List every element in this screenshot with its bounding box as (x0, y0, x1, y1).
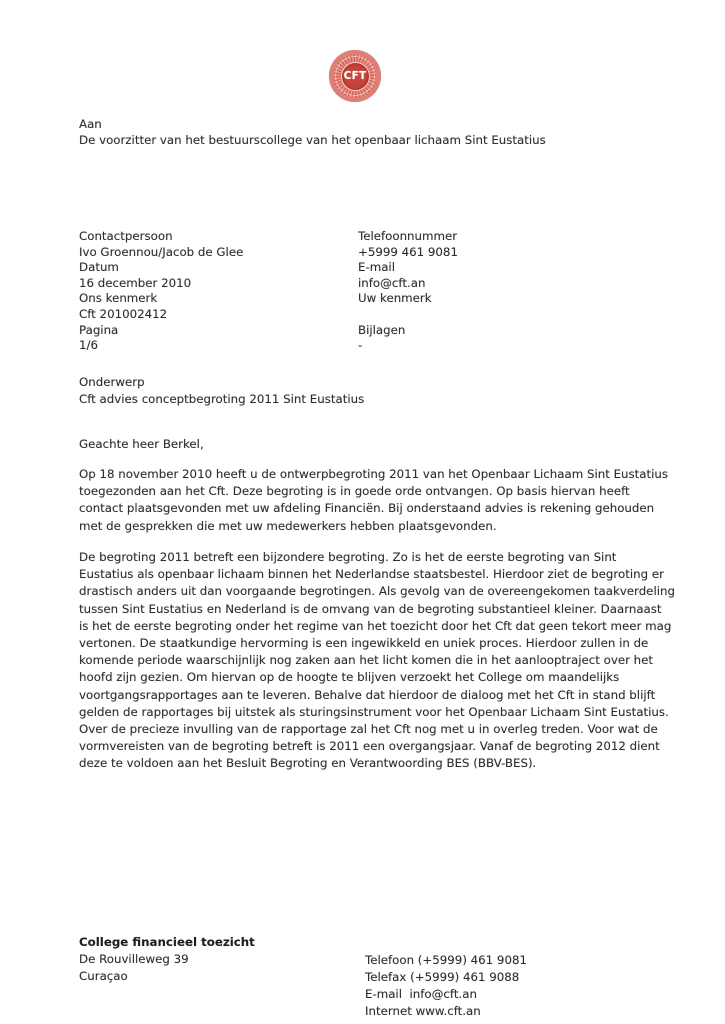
text-line: De begroting 2011 betreft een bijzondere begroting. Zo is het de eerste begroting van Sint (79, 550, 617, 564)
text-line: is het de eerste begroting onder het regime van het toezicht door het Cft dat geen tekort meer mag (79, 618, 672, 633)
meta-left-column (79, 229, 243, 354)
text-line: Telefax (+5999) 461 9088 (365, 970, 520, 984)
recipient-line: De voorzitter van het bestuurscollege van het openbaar lichaam Sint Eustatius (79, 133, 546, 147)
salutation: Geachte heer Berkel, (79, 437, 204, 451)
subject-label: Onderwerp (79, 375, 145, 389)
text-line: hoofd zijn gezien. Om hiervan op de hoogte te blijven verzoekt het College om maandelijks (79, 670, 620, 685)
meta-value-bijlagen: - (358, 338, 363, 353)
meta-label-contactpersoon: Contactpersoon (79, 229, 173, 243)
text-line: De Rouvilleweg 39 (79, 952, 189, 966)
text-line: Telefoon (+5999) 461 9081 (365, 953, 527, 967)
text-line: tussen Sint Eustatius en Nederland is de omvang van de begroting substantieel kleiner. Daarnaast (79, 601, 662, 616)
recipient-label: Aan (79, 117, 102, 131)
text-line: voortgangsrapportages aan te leveren. Behalve dat hierdoor de dialoog met het Cft in stand blijft (79, 687, 656, 702)
meta-value-pagina: 1/6 (79, 338, 98, 353)
text-line: Curaçao (79, 969, 128, 983)
logo-center-disc (342, 63, 369, 90)
meta-value-contactpersoon: Ivo Groennou/Jacob de Glee (79, 244, 244, 259)
meta-right-column (358, 229, 458, 354)
meta-label-ons-kenmerk: Ons kenmerk (79, 291, 158, 306)
text-line: Op 18 november 2010 heeft u de ontwerpbegroting 2011 van het Openbaar Lichaam Sint Eustatius (79, 467, 669, 481)
text-line: vormvereisten van de begroting betreft is 2011 een overgangsjaar. Vanaf de begroting 2012 dient (79, 739, 660, 754)
meta-label-uw-kenmerk: Uw kenmerk (358, 291, 432, 306)
meta-value-telefoonnummer: +5999 461 9081 (358, 244, 458, 259)
body-paragraph-1 (79, 466, 668, 535)
text-line: contact plaatsgevonden met uw afdeling Financiën. Bij onderstaand advies is rekening gehouden (79, 501, 655, 516)
meta-label-datum: Datum (79, 260, 119, 275)
text-line: met de gesprekken die met uw medewerkers hebben plaatsgevonden. (79, 518, 497, 533)
meta-value-email: info@cft.an (358, 275, 426, 290)
text-line: Internet www.cft.an (365, 1004, 481, 1018)
text-line: toegezonden aan het Cft. Deze begroting is in goede orde ontvangen. Op basis hiervan heeft (79, 484, 630, 499)
meta-label-email: E-mail (358, 260, 395, 275)
meta-label-pagina: Pagina (79, 322, 119, 337)
text-line: deze te voldoen aan het Besluit Begroting en Verantwoording BES (BBV-BES). (79, 756, 537, 771)
footer-address (79, 951, 255, 985)
subject-block (79, 374, 364, 408)
footer-organization-name: College financieel toezicht (79, 935, 255, 949)
meta-value-uw-kenmerk (358, 307, 458, 323)
subject-value: Cft advies conceptbegroting 2011 Sint Eustatius (79, 392, 365, 406)
meta-value-datum: 16 december 2010 (79, 275, 192, 290)
cft-seal-logo (329, 50, 381, 102)
text-line: drastisch anders uit dan voorgaande begrotingen. Als gevolg van de overeengekomen taakverdeling (79, 584, 675, 599)
recipient-block (79, 116, 546, 148)
footer-contact-column (365, 952, 527, 1020)
meta-label-bijlagen: Bijlagen (358, 322, 406, 337)
text-line: komende periode waarschijnlijk nog zaken aan het licht komen die in het aanlooptraject over het (79, 653, 654, 668)
text-line: E-mail info@cft.an (365, 987, 477, 1001)
logo-text: CFT (343, 70, 367, 82)
text-line: vertonen. De staatkundige hervorming is een ingewikkeld en uniek proces. Hierdoor zullen in de (79, 636, 649, 651)
logo-dotted-ring (335, 56, 375, 96)
text-line: Over de precieze invulling van de rapportage zal het Cft nog met u in overleg treden. Voor wat de (79, 722, 658, 737)
text-line: gelden de rapportages bij uitstek als sturingsinstrument voor het Openbaar Lichaam Sint Eustatius. (79, 704, 669, 719)
meta-label-telefoonnummer: Telefoonnummer (358, 229, 458, 243)
body-paragraph-2 (79, 549, 675, 773)
text-line: Eustatius als openbaar lichaam binnen het Nederlandse staatsbestel. Hierdoor ziet de begroting er (79, 567, 664, 582)
meta-value-ons-kenmerk: Cft 201002412 (79, 306, 168, 321)
footer-left-column (79, 934, 255, 985)
